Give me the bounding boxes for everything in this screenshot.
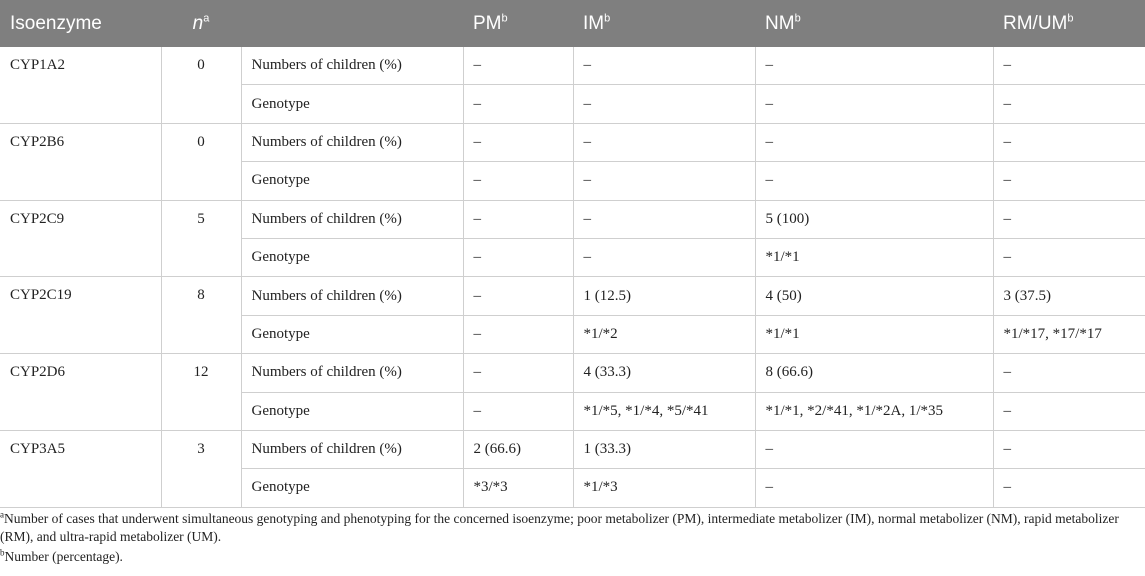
nm-cell: 8 (66.6) (755, 354, 993, 392)
pm-cell: – (463, 200, 573, 238)
header-category (241, 0, 463, 47)
isoenzyme-cell: CYP2D6 (0, 354, 161, 431)
row-label: Genotype (241, 162, 463, 200)
rm-um-cell: – (993, 123, 1145, 161)
im-cell: – (573, 200, 755, 238)
row-label: Genotype (241, 85, 463, 123)
pm-cell: – (463, 392, 573, 430)
rm-um-cell: – (993, 238, 1145, 276)
row-label: Genotype (241, 392, 463, 430)
pm-cell: *3/*3 (463, 469, 573, 507)
pm-cell: – (463, 354, 573, 392)
rm-um-cell: – (993, 162, 1145, 200)
rm-um-cell: – (993, 469, 1145, 507)
table-row (0, 47, 1145, 85)
row-label: Numbers of children (%) (241, 47, 463, 85)
table-row (0, 354, 1145, 392)
im-cell: *1/*5, *1/*4, *5/*41 (573, 392, 755, 430)
table-row (0, 277, 1145, 315)
n-cell: 12 (161, 354, 241, 431)
row-label: Numbers of children (%) (241, 430, 463, 468)
header-n: $n^a$ (161, 0, 241, 47)
row-label: Numbers of children (%) (241, 123, 463, 161)
table-row (0, 430, 1145, 468)
nm-cell: – (755, 162, 993, 200)
header-im: $IM^b$ (573, 0, 755, 47)
rm-um-cell: – (993, 47, 1145, 85)
nm-cell: *1/*1, *2/*41, *1/*2A, 1/*35 (755, 392, 993, 430)
footnote-a: $^a$Number of cases that underwent simultaneous genotyping and phenotyping for the concerned isoenzyme; poor metabolizer (PM), intermediate metabolizer (IM), normal metabolizer (NM), rapid metabolizer (RM), and ultra-rapid metabolizer (UM). (0, 509, 1119, 544)
im-cell: – (573, 238, 755, 276)
isoenzyme-cell: CYP3A5 (0, 430, 161, 507)
rm-um-cell: 3 (37.5) (993, 277, 1145, 315)
rm-um-cell: – (993, 430, 1145, 468)
n-cell: 8 (161, 277, 241, 354)
table-header (0, 0, 1145, 47)
rm-um-cell: – (993, 392, 1145, 430)
nm-cell: 5 (100) (755, 200, 993, 238)
nm-cell: – (755, 47, 993, 85)
n-cell: 3 (161, 430, 241, 507)
nm-cell: *1/*1 (755, 315, 993, 353)
rm-um-cell: – (993, 354, 1145, 392)
rm-um-cell: – (993, 200, 1145, 238)
row-label: Numbers of children (%) (241, 277, 463, 315)
row-label: Genotype (241, 238, 463, 276)
im-cell: – (573, 123, 755, 161)
pm-cell: – (463, 162, 573, 200)
table-row (0, 123, 1145, 161)
isoenzyme-cell: CYP1A2 (0, 47, 161, 123)
table-footnotes (0, 510, 1140, 569)
row-label: Numbers of children (%) (241, 200, 463, 238)
pm-cell: – (463, 85, 573, 123)
im-cell: – (573, 85, 755, 123)
rm-um-cell: – (993, 85, 1145, 123)
nm-cell: – (755, 85, 993, 123)
im-cell: 1 (33.3) (573, 430, 755, 468)
row-label: Genotype (241, 469, 463, 507)
row-label: Genotype (241, 315, 463, 353)
table-body (0, 47, 1145, 507)
header-isoenzyme: Isoenzyme (0, 0, 161, 47)
pm-cell: – (463, 47, 573, 85)
pm-cell: – (463, 238, 573, 276)
pm-cell: 2 (66.6) (463, 430, 573, 468)
isoenzyme-cell: CYP2C9 (0, 200, 161, 277)
nm-cell: – (755, 469, 993, 507)
im-cell: 1 (12.5) (573, 277, 755, 315)
im-cell: – (573, 162, 755, 200)
table-row (0, 200, 1145, 238)
im-cell: – (573, 47, 755, 85)
rm-um-cell: *1/*17, *17/*17 (993, 315, 1145, 353)
pm-cell: – (463, 277, 573, 315)
isoenzyme-cell: CYP2B6 (0, 123, 161, 200)
footnote-b: $^b$Number (percentage). (0, 547, 123, 564)
nm-cell: – (755, 123, 993, 161)
n-cell: 0 (161, 123, 241, 200)
nm-cell: *1/*1 (755, 238, 993, 276)
im-cell: 4 (33.3) (573, 354, 755, 392)
im-cell: *1/*2 (573, 315, 755, 353)
pm-cell: – (463, 315, 573, 353)
header-nm: $NM^b$ (755, 0, 993, 47)
im-cell: *1/*3 (573, 469, 755, 507)
header-pm: $PM^b$ (463, 0, 573, 47)
row-label: Numbers of children (%) (241, 354, 463, 392)
isoenzyme-cell: CYP2C19 (0, 277, 161, 354)
n-cell: 5 (161, 200, 241, 277)
header-rm-um: $RM/UM^b$ (993, 0, 1145, 47)
pm-cell: – (463, 123, 573, 161)
nm-cell: 4 (50) (755, 277, 993, 315)
nm-cell: – (755, 430, 993, 468)
n-cell: 0 (161, 47, 241, 123)
